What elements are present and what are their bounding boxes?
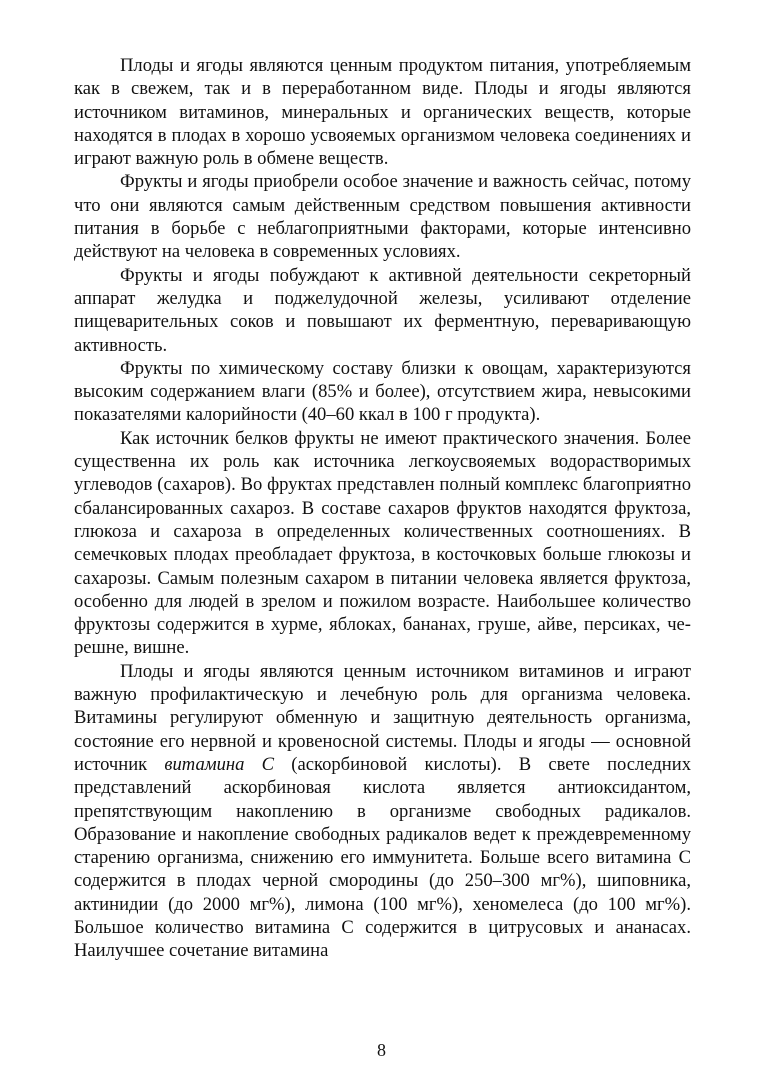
page-number: 8	[377, 1040, 386, 1060]
vitamins-text-before: Плоды и ягоды являются ценным источником витаминов и играют важную профилактическую и лечебную роль для организма человека. Витамины регулируют обменную и защитную деятельность организма, состояние его нервной и кровеносной системы. Плоды и ягоды — основной источник	[74, 660, 691, 775]
paragraph-vitamins	[74, 660, 691, 963]
paragraph-fruits-importance: Фрукты и ягоды приобрели особое значение и важность сейчас, потому что они являются самым действенным средством повышения активности питания в борьбе с неблагоприятными факторами, которые интенсивно действуют на человека в современных условиях.	[74, 171, 691, 263]
paragraph-chemical-composition: Фрукты по химическому составу близки к овощам, характеризуются высоким содержанием влаги (85% и более), отсутствием жира, невысокими показателями калорийности (40–60 ккал в 100 г продукта).	[74, 357, 691, 426]
paragraph-digestion: Фрукты и ягоды побуждают к активной деятельности секреторный аппарат желудка и поджелудочной железы, усиливают отделение пищеварительных соков и повышают их ферментную, переваривающую активность.	[74, 264, 691, 356]
paragraph-fruits-nutrition: Плоды и ягоды являются ценным продуктом питания, употребляемым как в свежем, так и в переработанном виде. Плоды и ягоды являются источником витаминов, минеральных и органических веществ, которые находятся в плодах в хорошо усвояемых организмом человека соединениях и играют важную роль в обмене веществ.	[74, 55, 691, 170]
paragraph-carbohydrates: Как источник белков фрукты не имеют практического значения. Более существенна их роль как источника легкоусвояемых водорастворимых углеводов (сахаров). Во фруктах представлен полный комплекс благоприятно сбалансированных сахароз. В составе сахаров фруктов находятся фруктоза, глюкоза и сахароза в определенных количественных соотношениях. В семечковых плодах преобладает фруктоза, в косточковых больше глюкозы и сахарозы. Самым полезным сахаром в питании человека является фруктоза, особенно для людей в зрелом и пожилом возрасте. Наибольшее количество фруктозы содержится в хурме, яблоках, бананах, груше, айве, персиках, черешне, вишне.	[74, 427, 691, 659]
vitamins-text-after: (аскорбиновой кислоты). В свете последних представлений аскорбиновая кислота является антиоксидантом, препятствующим накоплению в организме свободных радикалов. Образование и накопление свободных радикалов ведет к преждевременному старению организма, снижению его иммунитета. Больше всего витамина С содержится в плодах черной смородины (до 250–300 мг%), шиповника, актинидии (до 2000 мг%), лимона (100 мг%), хеномелеса (до 100 мг%). Большое количество витамина С содержится в цитрусовых и ананасах. Наилучшее сочетание витамина	[74, 753, 692, 962]
document-page	[74, 54, 691, 963]
vitamin-c-emphasis: витамина С	[164, 753, 275, 775]
